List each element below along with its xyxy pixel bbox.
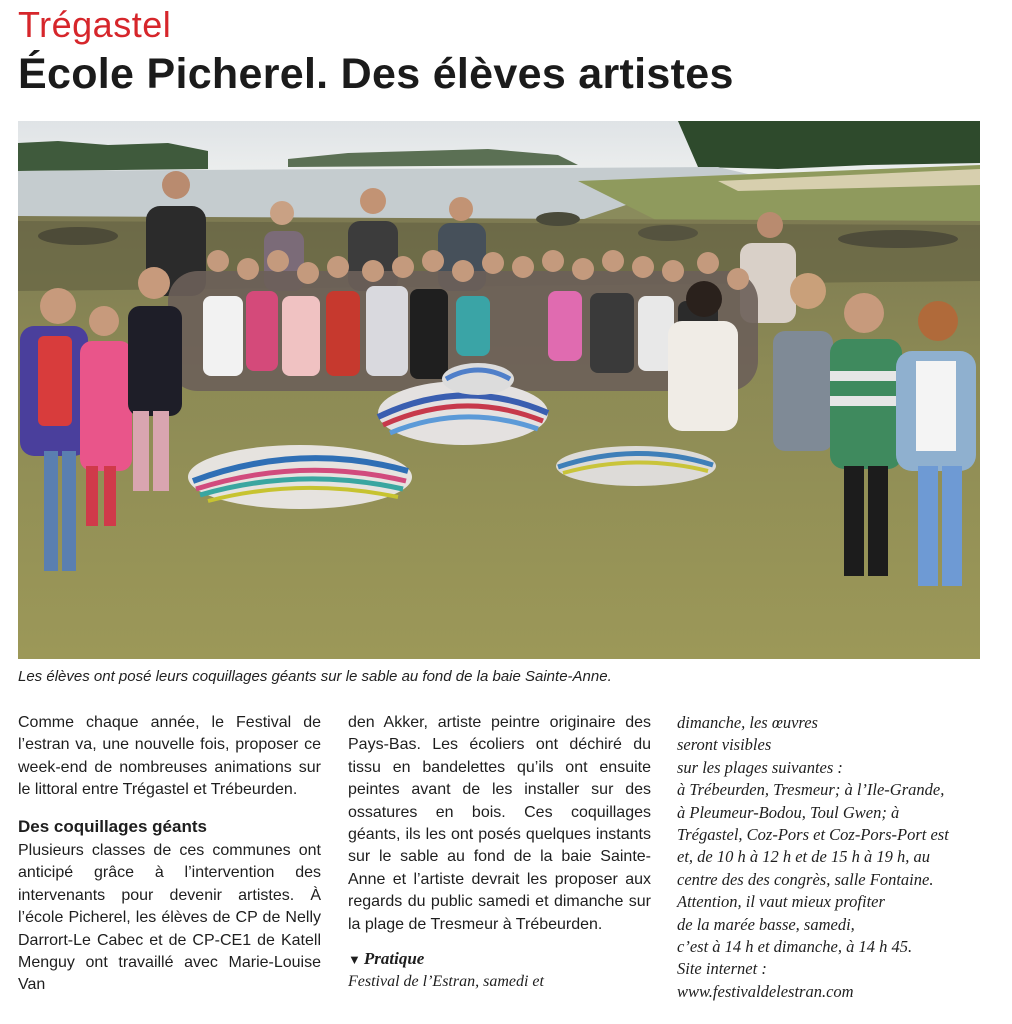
- pratique-line: de la marée basse, samedi,: [677, 914, 855, 934]
- article-photo: [18, 121, 980, 659]
- pratique-title: Pratique: [363, 949, 425, 969]
- article-column-2: [348, 712, 651, 994]
- article-body-part-1: Plusieurs classes de ces communes ont anticipé grâce à l’intervention des intervenants pour devenir artistes. À l’école Picherel, les élèves de CP de Nelly Darrort-Le Cabec et de CP-CE1 de Katell Menguy ont travaillé avec Marie-Louise Van: [18, 842, 321, 994]
- triangle-down-icon: ▼: [348, 952, 361, 968]
- pratique-line: à Trébeurden, Tresmeur; à l’Ile-Grande,: [677, 780, 945, 800]
- pratique-line: sur les plages suivantes :: [677, 757, 843, 777]
- article-column-3: [677, 712, 987, 1003]
- article-column-1: [18, 712, 321, 997]
- section-label: Trégastel: [18, 4, 172, 45]
- pratique-line: c’est à 14 h et dimanche, à 14 h 45.: [677, 937, 913, 957]
- pratique-line: et, de 10 h à 12 h et de 15 h à 19 h, au: [677, 847, 930, 867]
- pratique-line: dimanche, les œuvres: [677, 713, 818, 732]
- pratique-line: centre des des congrès, salle Fontaine.: [677, 869, 934, 889]
- website-link[interactable]: www.festivaldelestran.com: [677, 981, 854, 1001]
- article-headline: École Picherel. Des élèves artistes: [18, 50, 734, 98]
- pratique-line: Site internet :: [677, 959, 767, 979]
- pratique-line: Trégastel, Coz-Pors et Coz-Pors-Port est: [677, 825, 949, 845]
- article-body-part-2: den Akker, artiste peintre originaire des Pays-Bas. Les écoliers ont déchiré du tissu en bandelettes qu’ils ont ensuite peintes avant de les installer sur des ossatures en bois. Ces coquillages géants, ils les ont posés quelques instants sur le sable au fond de la baie Sainte-Anne et l’artiste devrait les proposer aux regards du public samedi et dimanche sur la plage de Tresmeur à Trébeurden.: [348, 714, 651, 933]
- article-subhead: Des coquillages géants: [18, 816, 207, 836]
- article-intro: Comme chaque année, le Festival de l’estran va, une nouvelle fois, proposer ce week-end de nombreuses animations sur le littoral entre Trégastel et Trébeurden.: [18, 714, 321, 799]
- pratique-heading: [348, 948, 651, 971]
- pratique-line: Attention, il vaut mieux profiter: [677, 892, 885, 912]
- pratique-line: à Pleumeur-Bodou, Toul Gwen; à: [677, 802, 900, 822]
- pratique-line: seront visibles: [677, 735, 772, 755]
- photo-caption: Les élèves ont posé leurs coquillages géants sur le sable au fond de la baie Sainte-Anne.: [18, 668, 612, 685]
- pratique-text-start: Festival de l’Estran, samedi et: [348, 973, 544, 991]
